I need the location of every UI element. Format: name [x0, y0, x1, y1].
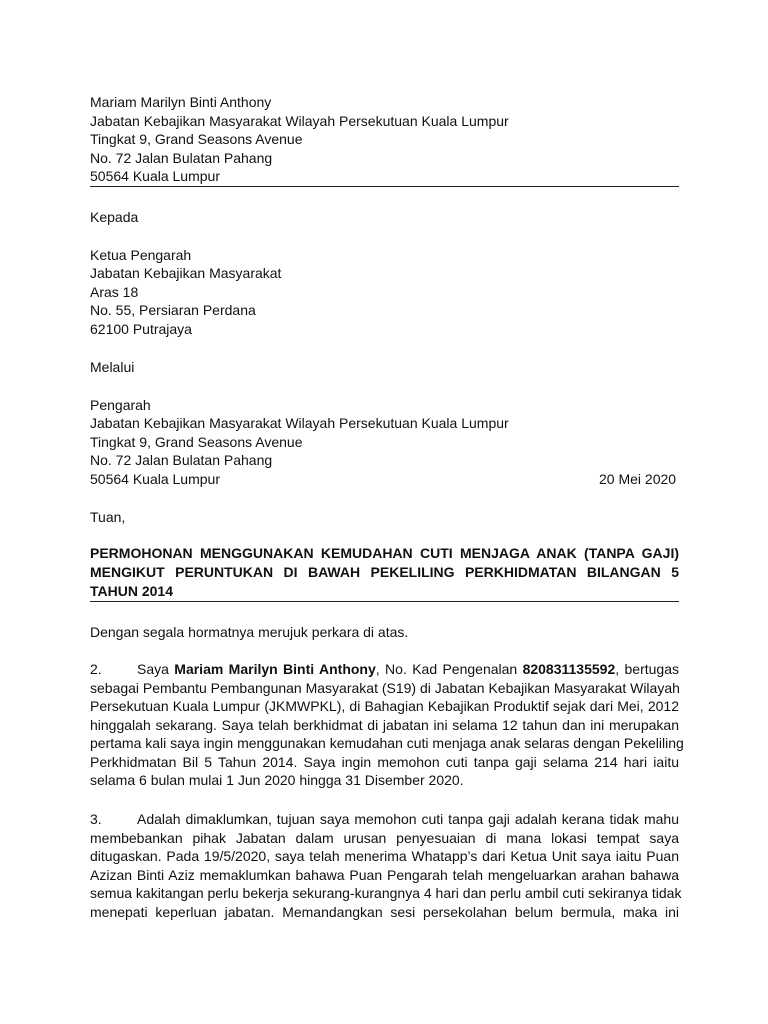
- subject-line-2: MENGIKUT PERUNTUKAN DI BAWAH PEKELILING PERKHIDMATAN BILANGAN 5: [90, 564, 679, 580]
- sender-name: Mariam Marilyn Binti Anthony: [90, 94, 272, 110]
- opening-sentence: Dengan segala hormatnya merujuk perkara di atas.: [90, 624, 409, 640]
- paragraph-2-line-5: pertama kali saya ingin menggunakan kemudahan cuti menjaga anak selaras dengan Pekeliling: [90, 735, 684, 751]
- para2-text: , bertugas: [615, 661, 679, 677]
- subject-line-1: PERMOHONAN MENGGUNAKAN KEMUDAHAN CUTI MENJAGA ANAK (TANPA GAJI): [90, 545, 679, 561]
- letter-date: 20 Mei 2020: [599, 471, 677, 487]
- recipient-title: Ketua Pengarah: [90, 247, 192, 263]
- para2-text: , No. Kad Pengenalan: [375, 661, 523, 677]
- via-address-line-3: 50564 Kuala Lumpur: [90, 471, 220, 487]
- subject-line-3: TAHUN 2014: [90, 583, 173, 599]
- recipient-address-line-2: No. 55, Persiaran Perdana: [90, 302, 256, 318]
- recipient-address-line-1: Aras 18: [90, 284, 139, 300]
- paragraph-2-line-7: selama 6 bulan mulai 1 Jun 2020 hingga 31 Disember 2020.: [90, 772, 464, 788]
- paragraph-3-line-2: membebankan pihak Jabatan dalam urusan penyesuaian di mana lokasi tempat saya: [90, 829, 679, 846]
- subject-heading: [90, 544, 679, 601]
- recipient-department: Jabatan Kebajikan Masyarakat: [90, 265, 282, 281]
- subject-divider: [90, 601, 679, 602]
- paragraph-3-line-4: Azizan Binti Aziz memaklumkan bahawa Puan Pengarah telah mengeluarkan arahan bahawa: [90, 866, 679, 883]
- paragraph-3: [90, 810, 682, 921]
- sender-address-line-3: 50564 Kuala Lumpur: [90, 168, 220, 184]
- sender-address-line-2: No. 72 Jalan Bulatan Pahang: [90, 150, 273, 166]
- paragraph-3-line-1: [90, 810, 679, 829]
- paragraph-3-line-6: menepati keperluan jabatan. Memandangkan sesi persekolahan belum bermula, maka ini: [90, 903, 679, 920]
- paragraph-number: 2.: [90, 661, 102, 677]
- paragraph-2-line-1: [90, 660, 679, 679]
- paragraph-3-line-3: ditugaskan. Pada 19/5/2020, saya telah menerima Whatapp’s dari Ketua Unit saya iaitu Puan: [90, 848, 679, 864]
- para2-text: Saya: [137, 661, 175, 677]
- paragraph-2: [90, 660, 684, 790]
- para3-text: Adalah dimaklumkan, tujuan saya memohon cuti tanpa gaji adalah kerana tidak mahu: [137, 811, 679, 827]
- paragraph-number: 3.: [90, 811, 102, 827]
- paragraph-2-line-6: Perkhidmatan Bil 5 Tahun 2014. Saya ingin memohon cuti tanpa gaji selama 214 hari iaitu: [90, 753, 679, 770]
- via-title: Pengarah: [90, 397, 151, 413]
- via-address-line-1: Tingkat 9, Grand Seasons Avenue: [90, 434, 303, 450]
- applicant-name: Mariam Marilyn Binti Anthony: [174, 661, 376, 677]
- paragraph-2-line-3: Persekutuan Kuala Lumpur (JKMWPKL), di Bahagian Kebajikan Produktif sejak dari Mei, 2012: [90, 698, 679, 714]
- sender-address-line-1: Tingkat 9, Grand Seasons Avenue: [90, 131, 303, 147]
- salutation: Tuan,: [90, 509, 126, 525]
- kepada-label: Kepada: [90, 209, 139, 225]
- melalui-label: Melalui: [90, 359, 135, 375]
- paragraph-2-line-2: sebagai Pembantu Pembangunan Masyarakat (S19) di Jabatan Kebajikan Masyarakat Wilayah: [90, 679, 680, 696]
- paragraph-3-line-5: semua kakitangan perlu bekerja sekurang-kurangnya 4 hari dan perlu ambil cuti sekiranya tidak: [90, 885, 682, 901]
- paragraph-2-line-4: hinggalah sekarang. Saya telah berkhidmat di jabatan ini selama 12 tahun dan ini merupakan: [90, 716, 679, 733]
- sender-department: Jabatan Kebajikan Masyarakat Wilayah Persekutuan Kuala Lumpur: [90, 113, 509, 129]
- header-divider: [90, 186, 679, 187]
- ic-number: 820831135592: [522, 661, 616, 677]
- recipient-address-line-3: 62100 Putrajaya: [90, 321, 192, 337]
- via-address-line-2: No. 72 Jalan Bulatan Pahang: [90, 452, 273, 468]
- via-department: Jabatan Kebajikan Masyarakat Wilayah Persekutuan Kuala Lumpur: [90, 415, 509, 431]
